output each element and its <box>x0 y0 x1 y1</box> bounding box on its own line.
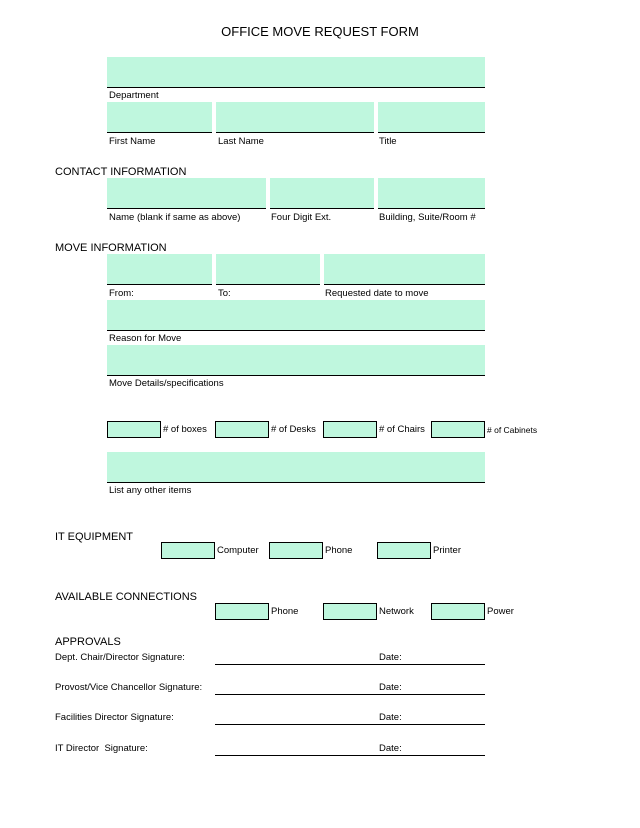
to-label: To: <box>218 288 231 299</box>
title-label: Title <box>379 136 397 147</box>
from-label: From: <box>109 288 134 299</box>
connection-phone-field[interactable] <box>215 603 269 620</box>
contact-name-label: Name (blank if same as above) <box>109 212 241 223</box>
other-items-label: List any other items <box>109 485 192 496</box>
last-name-label: Last Name <box>218 136 264 147</box>
power-label: Power <box>487 606 514 617</box>
approval-date-label: Date: <box>379 743 402 754</box>
approval-label: Provost/Vice Chancellor Signature: <box>55 682 203 693</box>
extension-field[interactable] <box>270 178 374 209</box>
chairs-label: # of Chairs <box>379 424 425 435</box>
desks-count-field[interactable] <box>215 421 269 438</box>
network-label: Network <box>379 606 414 617</box>
from-field[interactable] <box>107 254 212 285</box>
connection-phone-label: Phone <box>271 606 299 617</box>
power-field[interactable] <box>431 603 485 620</box>
it-phone-label: Phone <box>325 545 353 556</box>
approval-date-label: Date: <box>379 682 402 693</box>
computer-label: Computer <box>217 545 259 556</box>
department-field[interactable] <box>107 57 485 88</box>
it-director-signature-line[interactable] <box>215 754 485 756</box>
first-name-label: First Name <box>109 136 156 147</box>
boxes-count-field[interactable] <box>107 421 161 438</box>
approval-date-label: Date: <box>379 712 402 723</box>
requested-date-label: Requested date to move <box>325 288 429 299</box>
contact-name-field[interactable] <box>107 178 266 209</box>
facilities-director-signature-line[interactable] <box>215 723 485 725</box>
reason-label: Reason for Move <box>109 333 182 344</box>
department-label: Department <box>109 90 159 101</box>
approvals-heading: APPROVALS <box>55 636 121 648</box>
cabinets-label: # of Cabinets <box>487 425 538 435</box>
desks-label: # of Desks <box>271 424 316 435</box>
it-phone-field[interactable] <box>269 542 323 559</box>
approval-label: Facilities Director Signature: <box>55 712 174 723</box>
printer-field[interactable] <box>377 542 431 559</box>
move-details-field[interactable] <box>107 345 485 376</box>
it-heading: IT EQUIPMENT <box>55 531 134 543</box>
last-name-field[interactable] <box>216 102 374 133</box>
requested-date-field[interactable] <box>324 254 485 285</box>
cabinets-count-field[interactable] <box>431 421 485 438</box>
boxes-label: # of boxes <box>163 424 207 435</box>
computer-field[interactable] <box>161 542 215 559</box>
approval-date-label: Date: <box>379 652 402 663</box>
move-heading: MOVE INFORMATION <box>55 242 167 254</box>
form-title: OFFICE MOVE REQUEST FORM <box>221 24 419 39</box>
chairs-count-field[interactable] <box>323 421 377 438</box>
provost-signature-line[interactable] <box>215 693 485 695</box>
other-items-field[interactable] <box>107 452 485 483</box>
dept-chair-signature-line[interactable] <box>215 663 485 665</box>
printer-label: Printer <box>433 545 461 556</box>
move-details-label: Move Details/specifications <box>109 378 224 389</box>
contact-heading: CONTACT INFORMATION <box>55 166 187 178</box>
building-room-label: Building, Suite/Room # <box>379 212 476 223</box>
connections-heading: AVAILABLE CONNECTIONS <box>55 591 198 603</box>
to-field[interactable] <box>216 254 320 285</box>
building-room-field[interactable] <box>378 178 485 209</box>
title-field[interactable] <box>378 102 485 133</box>
network-field[interactable] <box>323 603 377 620</box>
approval-label: Dept. Chair/Director Signature: <box>55 652 185 663</box>
extension-label: Four Digit Ext. <box>271 212 332 223</box>
reason-field[interactable] <box>107 300 485 331</box>
first-name-field[interactable] <box>107 102 212 133</box>
approval-label: IT Director Signature: <box>55 743 148 754</box>
